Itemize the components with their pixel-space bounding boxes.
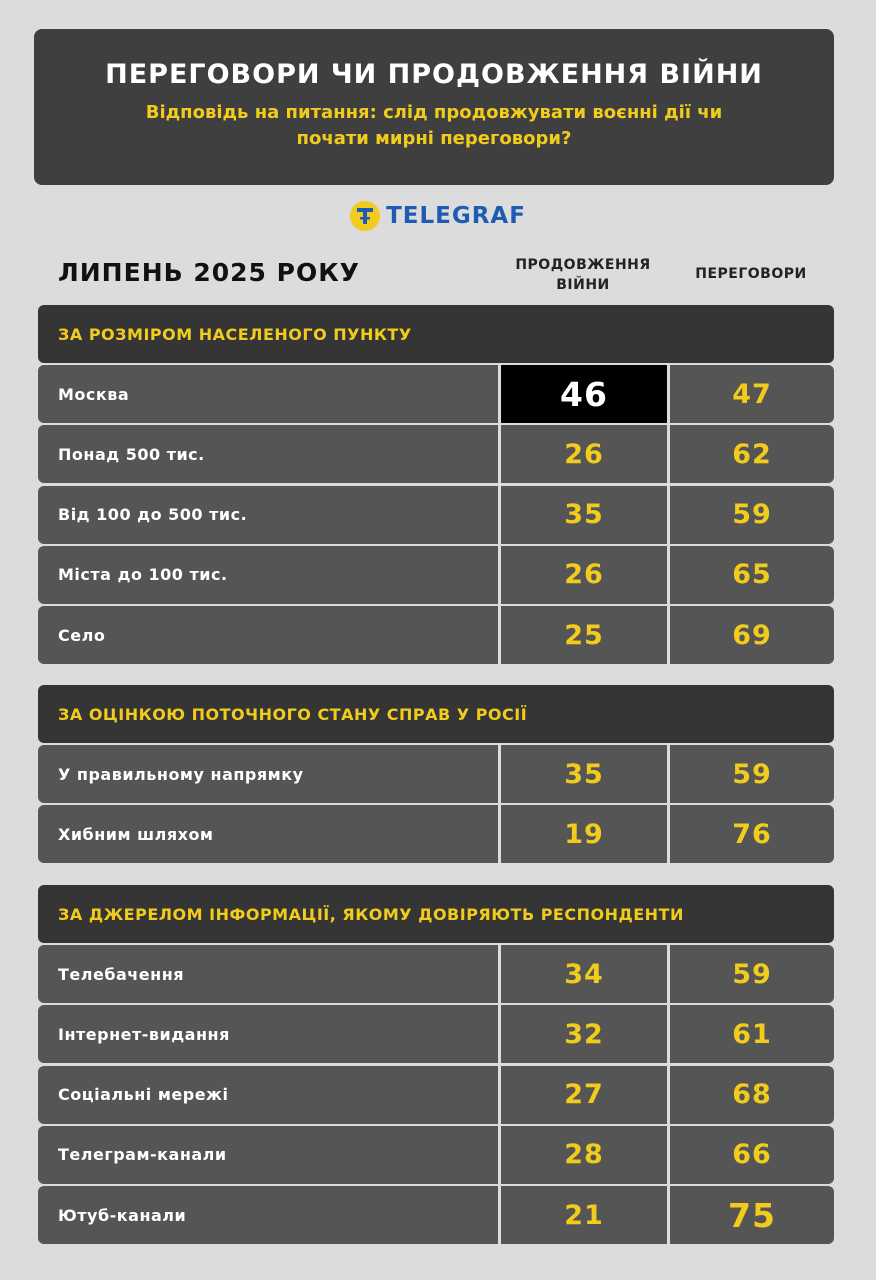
data-label: 21: [564, 1199, 604, 1231]
section-header: ЗА ДЖЕРЕЛОМ ІНФОРМАЦІЇ, ЯКОМУ ДОВІРЯЮТЬ РЕСПОНДЕНТИ: [38, 885, 834, 943]
row-label: Москва: [38, 365, 498, 423]
period-label: ЛИПЕНЬ 2025 РОКУ: [58, 258, 360, 287]
section-header: ЗА РОЗМІРОМ НАСЕЛЕНОГО ПУНКТУ: [38, 305, 834, 363]
page-subtitle: Відповідь на питання: слід продовжувати воєнні дії чи почати мирні переговори?: [145, 102, 723, 149]
data-label: 32: [564, 1018, 604, 1050]
data-label: 68: [732, 1079, 772, 1111]
data-label: 25: [564, 619, 604, 651]
column-header-war: ПРОДОВЖЕННЯ ВІЙНИ: [515, 257, 651, 293]
data-label: 66: [732, 1139, 772, 1171]
value-cell-war: [501, 546, 667, 604]
data-label: 76: [732, 818, 772, 850]
value-cell-negotiations: [670, 1126, 834, 1184]
value-cell-war: [501, 606, 667, 664]
row-label: У правильному напрямку: [38, 745, 498, 803]
telegraf-mark-icon: [350, 201, 380, 231]
value-cell-war: [501, 486, 667, 544]
value-cell-negotiations: [670, 486, 834, 544]
data-label: 27: [564, 1079, 604, 1111]
value-cell-war: [501, 425, 667, 483]
table-row: [38, 425, 834, 483]
value-cell-war: [501, 945, 667, 1003]
value-cell-war: [501, 365, 667, 423]
value-cell-negotiations: [670, 805, 834, 863]
value-cell-war: [501, 1126, 667, 1184]
table-row: [38, 606, 834, 664]
value-cell-negotiations: [670, 365, 834, 423]
table-row: [38, 805, 834, 863]
section-header: ЗА ОЦІНКОЮ ПОТОЧНОГО СТАНУ СПРАВ У РОСІЇ: [38, 685, 834, 743]
table-row: [38, 486, 834, 544]
data-label: 19: [564, 818, 604, 850]
column-header-negotiations: ПЕРЕГОВОРИ: [695, 266, 807, 282]
row-label: Хибним шляхом: [38, 805, 498, 863]
data-label: 47: [732, 378, 772, 410]
row-label: Соціальні мережі: [38, 1066, 498, 1124]
data-label: 34: [564, 958, 604, 990]
data-label: 62: [732, 438, 772, 470]
data-label: 75: [728, 1195, 776, 1235]
telegraf-logo: [0, 196, 876, 236]
row-label: Понад 500 тис.: [38, 425, 498, 483]
table-row: [38, 1186, 834, 1244]
value-cell-negotiations: [670, 945, 834, 1003]
value-cell-negotiations: [670, 1186, 834, 1244]
logo-text: TELEGRAF: [386, 203, 526, 229]
value-cell-negotiations: [670, 1005, 834, 1063]
data-label: 28: [564, 1139, 604, 1171]
table-row: [38, 546, 834, 604]
row-label: Ютуб-канали: [38, 1186, 498, 1244]
data-label: 35: [564, 499, 604, 531]
data-label: 59: [732, 958, 772, 990]
row-label: Від 100 до 500 тис.: [38, 486, 498, 544]
page-title: ПЕРЕГОВОРИ ЧИ ПРОДОВЖЕННЯ ВІЙНИ: [105, 59, 763, 90]
value-cell-negotiations: [670, 606, 834, 664]
header-panel: [34, 29, 834, 185]
row-label: Інтернет-видання: [38, 1005, 498, 1063]
row-label: Телебачення: [38, 945, 498, 1003]
table-row: [38, 1066, 834, 1124]
data-label: 26: [564, 559, 604, 591]
value-cell-negotiations: [670, 546, 834, 604]
table-row: [38, 1126, 834, 1184]
value-cell-war: [501, 1005, 667, 1063]
row-label: Телеграм-канали: [38, 1126, 498, 1184]
value-cell-negotiations: [670, 745, 834, 803]
value-cell-war: [501, 1066, 667, 1124]
value-cell-war: [501, 1186, 667, 1244]
data-label: 65: [732, 559, 772, 591]
data-label: 46: [560, 374, 608, 414]
value-cell-war: [501, 745, 667, 803]
data-label: 26: [564, 438, 604, 470]
data-label: 59: [732, 758, 772, 790]
value-cell-war: [501, 805, 667, 863]
table-row: [38, 1005, 834, 1063]
value-cell-negotiations: [670, 425, 834, 483]
data-label: 35: [564, 758, 604, 790]
data-label: 59: [732, 499, 772, 531]
data-label: 69: [732, 619, 772, 651]
row-label: Міста до 100 тис.: [38, 546, 498, 604]
value-cell-negotiations: [670, 1066, 834, 1124]
data-label: 61: [732, 1018, 772, 1050]
table-row: [38, 745, 834, 803]
table-row: [38, 365, 834, 423]
table-row: [38, 945, 834, 1003]
row-label: Село: [38, 606, 498, 664]
